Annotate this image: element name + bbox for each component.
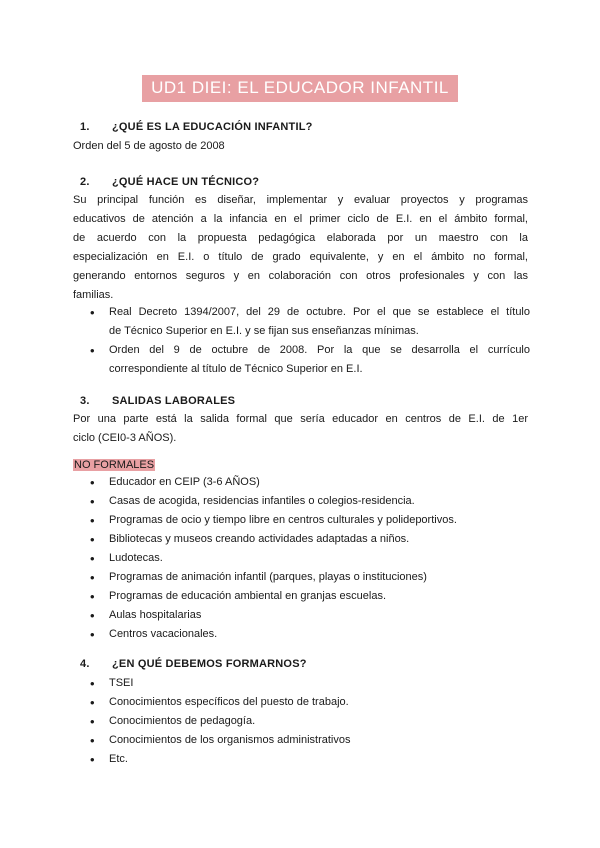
section-4-bullet-list [90, 674, 530, 769]
list-item: • Conocimientos de los organismos administrativos [90, 731, 530, 750]
section-2-heading [80, 176, 259, 188]
section-1-line: Orden del 5 de agosto de 2008 [73, 140, 225, 152]
section-1-title: ¿QUÉ ES LA EDUCACIÓN INFANTIL? [112, 121, 313, 133]
list-item: • Programas de animación infantil (parques, playas o instituciones) [90, 568, 530, 587]
list-item-line: • Real Decreto 1394/2007, del 29 de octubre. Por el que se establece el título [109, 306, 530, 318]
section-3-line: Por una parte está la salida formal que sería educador en centros de E.I. de 1er [73, 413, 528, 425]
list-item: • Ludotecas. [90, 549, 530, 568]
list-item: • Bibliotecas y museos creando actividades adaptadas a niños. [90, 530, 530, 549]
title-banner [0, 75, 600, 102]
section-1-heading [80, 121, 313, 133]
no-formales-highlight: NO FORMALES [74, 459, 155, 471]
section-2-line: de acuerdo con la propuesta pedagógica elaborada por un maestro con la [73, 232, 528, 244]
list-item: • Aulas hospitalarias [90, 606, 530, 625]
list-item: • TSEI [90, 674, 530, 693]
section-4-heading [80, 658, 307, 670]
section-2-line: familias. [73, 289, 114, 301]
section-4-title: ¿EN QUÉ DEBEMOS FORMARNOS? [112, 658, 307, 670]
section-2-line: educativos de atención a la infancia en el primer ciclo de E.I. en el ámbito formal, [73, 213, 528, 225]
section-2-title: ¿QUÉ HACE UN TÉCNICO? [112, 176, 260, 188]
section-2-line: generando entornos seguros y en colaboración con otros profesionales y con las [73, 270, 528, 282]
list-item: • Conocimientos específicos del puesto de trabajo. [90, 693, 530, 712]
section-4-number: 4. [80, 658, 90, 670]
list-item-line: • Orden del 9 de octubre de 2008. Por la que se desarrolla el currículo [109, 344, 530, 356]
list-item: • Centros vacacionales. [90, 625, 530, 644]
document-title: UD1 DIEI: EL EDUCADOR INFANTIL [142, 75, 458, 102]
section-3-title: SALIDAS LABORALES [112, 395, 236, 407]
section-3-bullet-list [90, 473, 530, 644]
section-1-body [73, 137, 528, 156]
list-item-line: de Técnico Superior en E.I. y se fijan sus enseñanzas mínimas. [109, 325, 419, 337]
section-3-heading [80, 395, 235, 407]
section-1-number: 1. [80, 121, 90, 133]
list-item [90, 303, 530, 341]
section-3-number: 3. [80, 395, 90, 407]
section-2-bullet-list [90, 303, 530, 379]
list-item: • Programas de ocio y tiempo libre en centros culturales y polideportivos. [90, 511, 530, 530]
list-item: • Programas de educación ambiental en granjas escuelas. [90, 587, 530, 606]
section-2-line: especialización en E.I. o título de grado equivalente, y en el ámbito no formal, [73, 251, 528, 263]
list-item: • Etc. [90, 750, 530, 769]
list-item: • Educador en CEIP (3-6 AÑOS) [90, 473, 530, 492]
list-item: • Conocimientos de pedagogía. [90, 712, 530, 731]
list-item: • Casas de acogida, residencias infantiles o colegios-residencia. [90, 492, 530, 511]
section-3-line: ciclo (CEI0-3 AÑOS). [73, 432, 177, 444]
list-item-line: correspondiente al título de Técnico Superior en E.I. [109, 363, 363, 375]
section-2-body [73, 191, 528, 305]
section-3-body [73, 410, 528, 448]
section-2-number: 2. [80, 176, 90, 188]
section-2-line: Su principal función es diseñar, implementar y evaluar proyectos y programas [73, 194, 528, 206]
list-item [90, 341, 530, 379]
